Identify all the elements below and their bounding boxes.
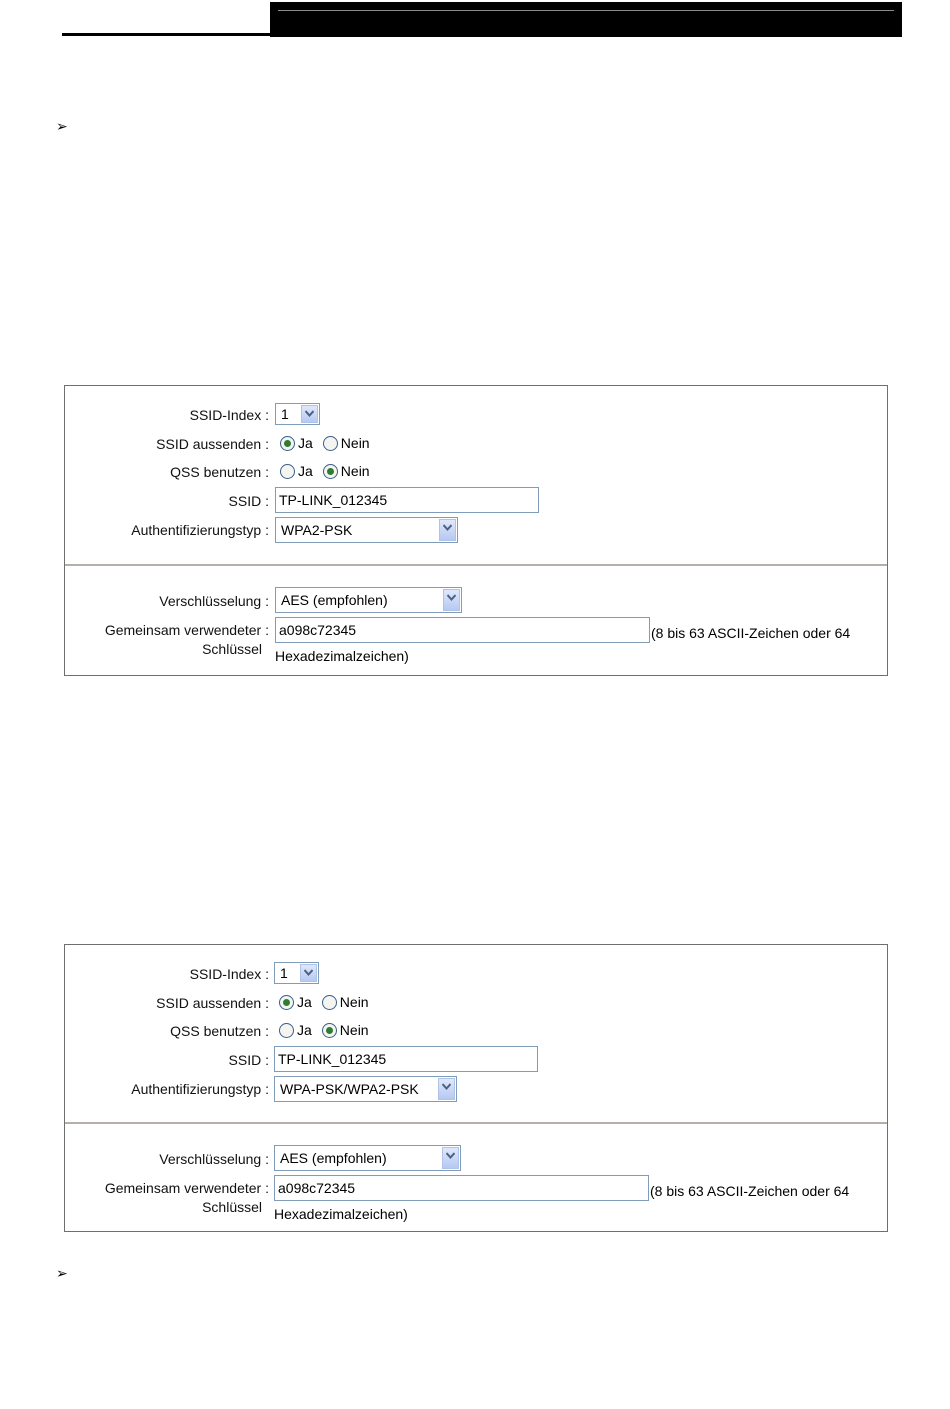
ssid-broadcast-row bbox=[65, 991, 887, 1017]
ssid-broadcast-radio-group bbox=[276, 432, 376, 454]
wireless-settings-panel-2 bbox=[64, 944, 888, 1232]
ssid-index-row bbox=[65, 962, 887, 988]
shared-key-row bbox=[65, 617, 887, 667]
qss-yes-radio[interactable] bbox=[279, 1023, 294, 1038]
ssid-index-select[interactable] bbox=[274, 962, 319, 984]
encryption-label: Verschlüsselung : bbox=[159, 593, 269, 609]
encryption-row bbox=[65, 1145, 887, 1171]
header-bar-line bbox=[278, 10, 894, 11]
shared-key-input[interactable] bbox=[274, 1175, 649, 1201]
chevron-down-icon[interactable] bbox=[300, 964, 317, 982]
ssid-broadcast-no-radio[interactable] bbox=[323, 436, 338, 451]
ssid-input-value: TP-LINK_012345 bbox=[279, 492, 388, 508]
ssid-input[interactable] bbox=[275, 487, 539, 513]
section-divider bbox=[65, 1122, 887, 1124]
shared-key-input[interactable] bbox=[275, 617, 650, 643]
qss-no-label: Nein bbox=[339, 1022, 369, 1038]
auth-type-row bbox=[65, 517, 887, 543]
ssid-label: SSID : bbox=[228, 493, 269, 509]
encryption-select[interactable] bbox=[274, 1145, 461, 1171]
ssid-broadcast-row bbox=[65, 432, 887, 458]
ssid-index-label: SSID-Index : bbox=[189, 407, 269, 423]
qss-yes-radio[interactable] bbox=[280, 464, 295, 479]
ssid-input-value: TP-LINK_012345 bbox=[278, 1051, 387, 1067]
encryption-row bbox=[65, 587, 887, 613]
ssid-broadcast-label: SSID aussenden : bbox=[156, 995, 269, 1011]
header-bar bbox=[270, 2, 902, 37]
qss-radio-group bbox=[276, 460, 376, 482]
ssid-row bbox=[65, 487, 887, 513]
shared-key-label-line1: Gemeinsam verwendeter : bbox=[104, 622, 269, 638]
shared-key-value: a098c72345 bbox=[279, 622, 357, 638]
ssid-index-value: 1 bbox=[280, 965, 288, 981]
ssid-broadcast-radio-group bbox=[275, 991, 375, 1013]
ssid-broadcast-yes-label: Ja bbox=[297, 994, 312, 1010]
shared-key-hint-line2: Hexadezimalzeichen) bbox=[275, 648, 409, 664]
header-rule bbox=[62, 33, 270, 36]
wireless-settings-panel-1 bbox=[64, 385, 888, 676]
qss-yes-label: Ja bbox=[298, 463, 313, 479]
ssid-broadcast-yes-label: Ja bbox=[298, 435, 313, 451]
chevron-down-icon[interactable] bbox=[301, 405, 318, 423]
qss-yes-label: Ja bbox=[297, 1022, 312, 1038]
auth-type-value: WPA-PSK/WPA2-PSK bbox=[280, 1081, 419, 1097]
ssid-input[interactable] bbox=[274, 1046, 538, 1072]
shared-key-value: a098c72345 bbox=[278, 1180, 356, 1196]
auth-type-value: WPA2-PSK bbox=[281, 522, 353, 538]
ssid-broadcast-yes-radio[interactable] bbox=[280, 436, 295, 451]
shared-key-label-line2: Schlüssel bbox=[202, 1199, 262, 1215]
bullet-arrow: ➢ bbox=[56, 119, 68, 135]
qss-no-radio[interactable] bbox=[322, 1023, 337, 1038]
chevron-down-icon[interactable] bbox=[439, 519, 456, 541]
ssid-label: SSID : bbox=[228, 1052, 269, 1068]
qss-row bbox=[65, 460, 887, 486]
chevron-down-icon[interactable] bbox=[442, 1147, 459, 1169]
encryption-label: Verschlüsselung : bbox=[159, 1151, 269, 1167]
encryption-select[interactable] bbox=[275, 587, 462, 613]
shared-key-label-line1: Gemeinsam verwendeter : bbox=[104, 1180, 269, 1196]
qss-no-radio[interactable] bbox=[323, 464, 338, 479]
shared-key-label-line2: Schlüssel bbox=[202, 641, 262, 657]
chevron-down-icon[interactable] bbox=[438, 1078, 455, 1100]
ssid-broadcast-no-label: Nein bbox=[340, 435, 370, 451]
ssid-index-value: 1 bbox=[281, 406, 289, 422]
shared-key-hint-line2: Hexadezimalzeichen) bbox=[274, 1206, 408, 1222]
qss-row bbox=[65, 1019, 887, 1045]
auth-type-label: Authentifizierungstyp : bbox=[131, 522, 269, 538]
encryption-value: AES (empfohlen) bbox=[281, 592, 388, 608]
auth-type-row bbox=[65, 1076, 887, 1102]
ssid-index-select[interactable] bbox=[275, 403, 320, 425]
shared-key-hint-line1: (8 bis 63 ASCII-Zeichen oder 64 bbox=[650, 1183, 850, 1199]
ssid-broadcast-label: SSID aussenden : bbox=[156, 436, 269, 452]
auth-type-select[interactable] bbox=[274, 1076, 457, 1102]
qss-radio-group bbox=[275, 1019, 375, 1041]
bullet-arrow: ➢ bbox=[56, 1266, 68, 1282]
qss-no-label: Nein bbox=[340, 463, 370, 479]
ssid-broadcast-yes-radio[interactable] bbox=[279, 995, 294, 1010]
auth-type-label: Authentifizierungstyp : bbox=[131, 1081, 269, 1097]
ssid-broadcast-no-radio[interactable] bbox=[322, 995, 337, 1010]
ssid-row bbox=[65, 1046, 887, 1072]
ssid-index-label: SSID-Index : bbox=[189, 966, 269, 982]
qss-label: QSS benutzen : bbox=[170, 464, 269, 480]
ssid-broadcast-no-label: Nein bbox=[339, 994, 369, 1010]
encryption-value: AES (empfohlen) bbox=[280, 1150, 387, 1166]
shared-key-row bbox=[65, 1175, 887, 1225]
section-divider bbox=[65, 564, 887, 566]
shared-key-hint-line1: (8 bis 63 ASCII-Zeichen oder 64 bbox=[651, 625, 851, 641]
auth-type-select[interactable] bbox=[275, 517, 458, 543]
qss-label: QSS benutzen : bbox=[170, 1023, 269, 1039]
ssid-index-row bbox=[65, 403, 887, 429]
chevron-down-icon[interactable] bbox=[443, 589, 460, 611]
